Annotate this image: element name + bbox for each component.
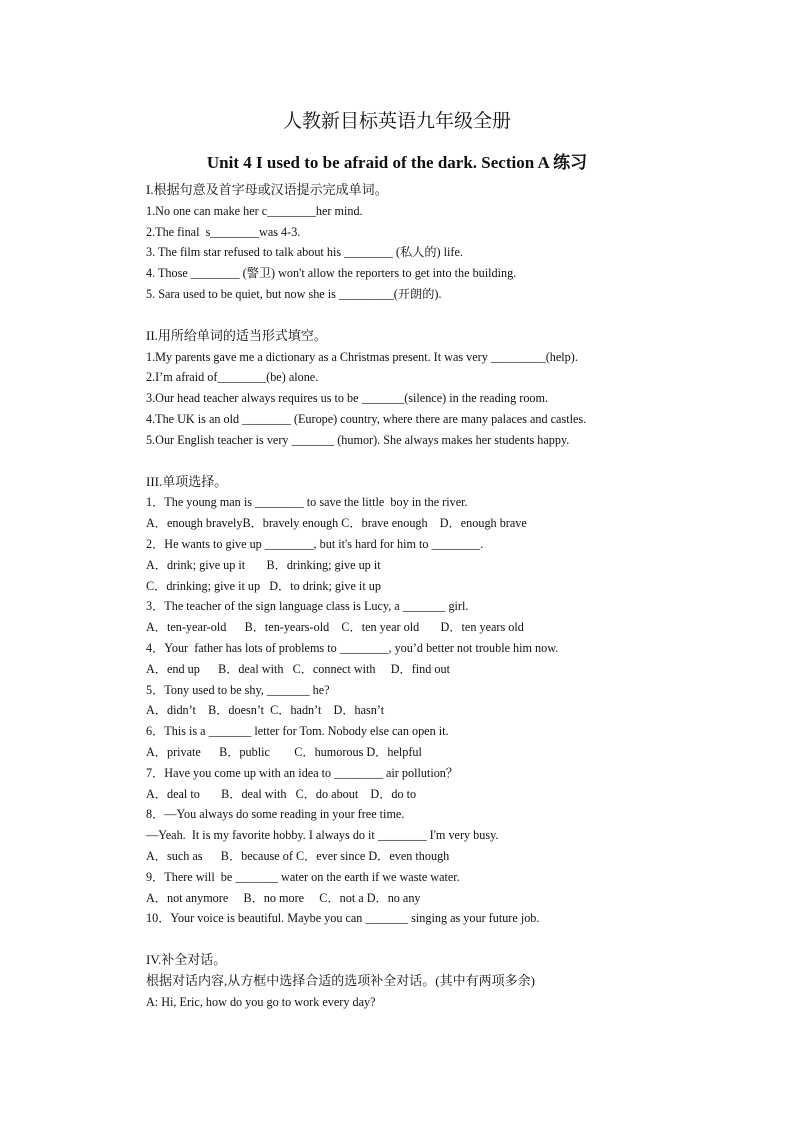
- section-2-item: 4.The UK is an old ________ (Europe) country, where there are many palaces and castles.: [146, 411, 587, 426]
- question-9: 9．There will be _______ water on the earth if we waste water.: [146, 869, 460, 884]
- section-1-item: 1.No one can make her c________her mind.: [146, 203, 363, 218]
- section-2-heading: II.用所给单词的适当形式填空。: [146, 327, 327, 343]
- section-1-item: 4. Those ________ (警卫) won't allow the reporters to get into the building.: [146, 266, 517, 281]
- question-6: 6．This is a _______ letter for Tom. Nobody else can open it.: [146, 724, 449, 739]
- section-1-item: 3. The film star refused to talk about his ________ (私人的) life.: [146, 245, 463, 260]
- question-4: 4．Your father has lots of problems to ________, you’d better not trouble him now.: [146, 640, 559, 655]
- question-7: 7．Have you come up with an idea to ________ air pollution？: [146, 765, 459, 780]
- question-4-options: A．end up B．deal with C．connect with D．find out: [146, 661, 450, 676]
- question-1: 1．The young man is ________ to save the little boy in the river.: [146, 495, 468, 510]
- section-1-item: 2.The final s________was 4-3.: [146, 224, 301, 239]
- dialogue-line: A: Hi, Eric, how do you go to work every day?: [146, 994, 376, 1009]
- question-3-options: A．ten-year-old B．ten-years-old C．ten year old D．ten years old: [146, 620, 524, 635]
- question-2-options-ab: A．drink; give up it B．drinking; give up it: [146, 557, 381, 572]
- section-gap: [146, 305, 766, 326]
- question-5-options: A．didn’t B．doesn’t C．hadn’t D．hasn’t: [146, 703, 385, 718]
- question-1-options: A．enough bravelyB．bravely enough C．brave enough D．enough brave: [146, 516, 527, 531]
- document-subtitle: Unit 4 I used to be afraid of the dark. Section A 练习: [206, 153, 588, 172]
- question-9-options: A．not anymore B．no more C．not a D．no any: [146, 890, 421, 905]
- document-title: 人教新目标英语九年级全册: [282, 111, 511, 132]
- question-8-reply: —Yeah. It is my favorite hobby. I always do it ________ I'm very busy.: [146, 828, 499, 843]
- question-2-options-cd: C．drinking; give it up D．to drink; give it up: [146, 578, 381, 593]
- section-2-item: 2.I’m afraid of________(be) alone.: [146, 370, 319, 385]
- question-8: 8．—You always do some reading in your free time.: [146, 807, 405, 822]
- question-7-options: A．deal to B．deal with C．do about D．do to: [146, 786, 417, 801]
- question-2: 2．He wants to give up ________, but it's hard for him to ________.: [146, 536, 484, 551]
- section-gap: [146, 929, 766, 950]
- section-gap: [146, 451, 766, 472]
- section-4-heading: IV.补全对话。: [146, 952, 227, 968]
- section-3-heading: III.单项选择。: [146, 473, 228, 489]
- section-2-item: 5.Our English teacher is very _______ (humor). She always makes her students happy.: [146, 432, 570, 447]
- question-5: 5．Tony used to be shy, _______ he?: [146, 682, 330, 697]
- document-body: [146, 180, 766, 1012]
- section-2-item: 3.Our head teacher always requires us to be _______(silence) in the reading room.: [146, 391, 549, 406]
- question-6-options: A．private B．public C．humorous D．helpful: [146, 744, 422, 759]
- section-4-instruction: 根据对话内容,从方框中选择合适的选项补全对话。(其中有两项多余): [146, 972, 535, 988]
- section-1-heading: I.根据句意及首字母或汉语提示完成单词。: [146, 182, 388, 197]
- question-8-options: A．such as B．because of C．ever since D．even though: [146, 848, 450, 863]
- section-1-item: 5. Sara used to be quiet, but now she is _________(开朗的).: [146, 286, 442, 301]
- question-10: 10．Your voice is beautiful. Maybe you can _______ singing as your future job.: [146, 911, 540, 926]
- section-2-item: 1.My parents gave me a dictionary as a Christmas present. It was very _________(help).: [146, 349, 578, 364]
- question-3: 3．The teacher of the sign language class is Lucy, a _______ girl.: [146, 599, 469, 614]
